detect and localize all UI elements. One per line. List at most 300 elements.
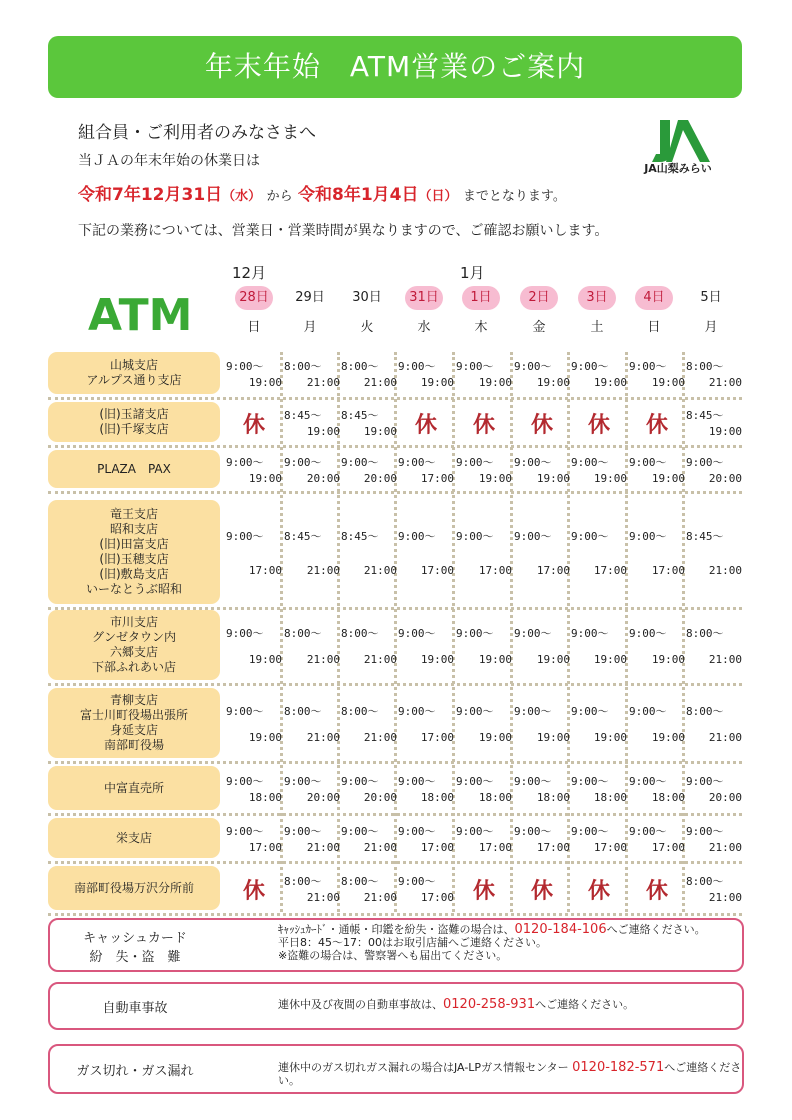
hours-cell (341, 823, 397, 854)
open-time: 9:00～ (456, 825, 494, 838)
close-time: 19:00 (651, 731, 685, 744)
note-text (278, 923, 706, 962)
day-column-header (687, 286, 735, 335)
note-line-text: 平日8：45～17：00はお取引店舗へご連絡ください。 (278, 936, 547, 949)
hours-cell (686, 703, 742, 744)
branch-label (48, 688, 220, 758)
hours-cell (456, 703, 512, 744)
day-number: 29日 (295, 290, 325, 305)
branch-name: 栄支店 (115, 830, 152, 845)
closed-mark: 休 (530, 879, 553, 904)
open-time: 9:00～ (456, 705, 494, 718)
branch-name: (旧)玉諸支店 (99, 407, 169, 421)
closed-mark: 休 (414, 413, 437, 438)
hours-cell (514, 358, 570, 389)
close-time: 19:00 (536, 472, 570, 485)
close-time: 19:00 (536, 376, 570, 389)
branch-name: (旧)千塚支店 (99, 422, 169, 436)
open-time: 9:00～ (398, 627, 436, 640)
branch-name: 南部町役場万沢分所前 (73, 880, 194, 895)
note-line-suffix: へご連絡ください。 (535, 998, 635, 1011)
hours-cell (686, 454, 742, 485)
closed-mark: 休 (472, 879, 495, 904)
hours-cell (284, 407, 340, 438)
open-time: 8:00～ (686, 360, 724, 373)
open-time: 8:45～ (284, 530, 322, 543)
close-time: 19:00 (593, 472, 627, 485)
branch-name: 六郷支店 (109, 645, 158, 659)
close-time: 19:00 (248, 376, 282, 389)
hours-cell (686, 873, 742, 904)
hours-cell (571, 703, 627, 744)
row-divider (48, 445, 742, 448)
phone-number: 0120-258-931 (443, 997, 536, 1012)
close-time: 17:00 (593, 841, 627, 854)
hours-cell (686, 358, 742, 389)
close-time: 18:00 (478, 791, 512, 804)
hours-cell (398, 823, 454, 854)
close-time: 21:00 (306, 891, 340, 904)
hours-cell (571, 358, 627, 389)
hours-cell (629, 703, 685, 744)
open-time: 9:00～ (226, 705, 264, 718)
hours-cell (341, 528, 397, 577)
close-time: 21:00 (306, 376, 340, 389)
open-time: 9:00～ (341, 775, 379, 788)
open-time: 9:00～ (571, 627, 609, 640)
close-time: 19:00 (420, 653, 454, 666)
branch-name: (旧)玉穂支店 (99, 552, 169, 566)
open-time: 9:00～ (456, 775, 494, 788)
day-column-header (230, 286, 278, 335)
hours-cell (398, 625, 454, 666)
hours-cell (341, 358, 397, 389)
hours-cell (398, 873, 454, 904)
branch-name: 市川支店 (109, 615, 158, 629)
holiday-end-dow: （日） (418, 189, 458, 204)
hours-cell (629, 358, 685, 389)
close-time: 19:00 (593, 376, 627, 389)
closed-mark: 休 (645, 413, 668, 438)
note-label (50, 997, 220, 1016)
day-column-header (630, 286, 678, 335)
close-time: 19:00 (248, 472, 282, 485)
open-time: 8:45～ (686, 409, 724, 422)
day-number: 3日 (578, 286, 616, 310)
close-time: 19:00 (420, 376, 454, 389)
hours-cell (226, 625, 282, 666)
weekday-label: 土 (590, 320, 604, 335)
branch-label (48, 500, 220, 604)
hours-cell (629, 528, 685, 577)
ja-logo-text: JA山梨みらい (644, 162, 712, 175)
open-time: 9:00～ (226, 825, 264, 838)
row-divider (48, 861, 742, 864)
hours-cell (341, 407, 397, 438)
open-time: 9:00～ (629, 627, 667, 640)
note-label (50, 927, 220, 965)
row-divider (48, 813, 742, 816)
hours-cell (284, 703, 340, 744)
close-time: 20:00 (306, 791, 340, 804)
open-time: 9:00～ (686, 775, 724, 788)
hours-cell (686, 407, 742, 438)
close-time: 21:00 (708, 891, 742, 904)
note-line (278, 998, 634, 1011)
hours-cell (226, 773, 282, 804)
closed-mark: 休 (530, 413, 553, 438)
open-time: 9:00～ (284, 456, 322, 469)
hours-cell (456, 528, 512, 577)
open-time: 9:00～ (456, 360, 494, 373)
hours-cell (456, 454, 512, 485)
close-time: 18:00 (593, 791, 627, 804)
branch-label (48, 450, 220, 488)
day-column-header (343, 286, 391, 335)
day-number: 5日 (700, 290, 722, 305)
hours-cell (629, 773, 685, 804)
close-time: 20:00 (306, 472, 340, 485)
open-time: 9:00～ (571, 360, 609, 373)
open-time: 9:00～ (571, 825, 609, 838)
weekday-label: 火 (360, 320, 374, 335)
open-time: 8:00～ (341, 705, 379, 718)
day-number: 28日 (235, 286, 273, 310)
hours-cell (686, 528, 742, 577)
close-time: 21:00 (306, 731, 340, 744)
hours-cell (226, 454, 282, 485)
closed-mark: 休 (587, 879, 610, 904)
hours-cell (398, 773, 454, 804)
close-time: 19:00 (248, 731, 282, 744)
branch-name: PLAZA PAX (97, 461, 171, 476)
hours-cell (629, 823, 685, 854)
close-time: 21:00 (306, 841, 340, 854)
close-time: 21:00 (708, 376, 742, 389)
note-line (278, 936, 706, 949)
closed-mark: 休 (242, 879, 265, 904)
branch-name: (旧)敷島支店 (99, 567, 169, 581)
open-time: 9:00～ (398, 530, 436, 543)
hours-cell (686, 773, 742, 804)
open-time: 9:00～ (571, 530, 609, 543)
open-time: 8:00～ (686, 875, 724, 888)
phone-number: 0120-182-571 (572, 1060, 665, 1075)
month-december: 12月 (232, 264, 267, 282)
hours-cell (341, 873, 397, 904)
open-time: 8:45～ (284, 409, 322, 422)
hours-cell (284, 625, 340, 666)
open-time: 9:00～ (398, 775, 436, 788)
branch-name: グンゼタウン内 (91, 630, 176, 644)
hours-cell (514, 773, 570, 804)
hours-cell (284, 358, 340, 389)
hours-cell (284, 823, 340, 854)
branch-name: 竜王支店 (109, 507, 158, 521)
close-time: 21:00 (363, 891, 397, 904)
close-time: 19:00 (478, 472, 512, 485)
open-time: 9:00～ (226, 456, 264, 469)
closed-mark: 休 (587, 413, 610, 438)
day-column-header (400, 286, 448, 335)
open-time: 8:00～ (284, 360, 322, 373)
open-time: 9:00～ (398, 705, 436, 718)
atm-section-label: ATM (88, 290, 193, 341)
hours-cell (456, 823, 512, 854)
close-time: 21:00 (363, 841, 397, 854)
close-time: 21:00 (708, 841, 742, 854)
note-label-line: キャッシュカード (83, 931, 187, 946)
day-column-header (457, 286, 505, 335)
open-time: 9:00～ (629, 825, 667, 838)
day-column-header (286, 286, 334, 335)
greeting-text: 組合員・ご利用者のみなさまへ (78, 123, 316, 143)
open-time: 9:00～ (514, 825, 552, 838)
close-time: 20:00 (363, 791, 397, 804)
hours-cell (629, 625, 685, 666)
day-number: 1日 (462, 286, 500, 310)
close-time: 17:00 (536, 564, 570, 577)
note-line (278, 949, 706, 962)
note-label (50, 1060, 220, 1079)
open-time: 9:00～ (629, 456, 667, 469)
weekday-label: 金 (532, 320, 546, 335)
contact-note-box (48, 918, 744, 972)
weekday-label: 月 (704, 320, 718, 335)
open-time: 9:00～ (571, 775, 609, 788)
close-time: 19:00 (536, 731, 570, 744)
open-time: 8:00～ (341, 875, 379, 888)
note-line-suffix: へご連絡ください。 (278, 1061, 742, 1087)
close-time: 17:00 (478, 841, 512, 854)
open-time: 9:00～ (514, 530, 552, 543)
close-time: 17:00 (420, 891, 454, 904)
day-column-header (515, 286, 563, 335)
open-time: 9:00～ (226, 530, 264, 543)
close-time: 17:00 (593, 564, 627, 577)
close-time: 17:00 (478, 564, 512, 577)
branch-name: 青柳支店 (109, 693, 158, 707)
hours-cell (341, 703, 397, 744)
note-label-line: ガス切れ・ガス漏れ (76, 1064, 194, 1079)
notice-text: 下記の業務については、営業日・営業時間が異なりますので、ご確認お願いします。 (78, 223, 609, 239)
hours-cell (398, 528, 454, 577)
hours-cell (629, 454, 685, 485)
close-time: 19:00 (651, 376, 685, 389)
branch-name: 富士川町役場出張所 (79, 708, 188, 722)
open-time: 9:00～ (398, 875, 436, 888)
hours-cell (284, 528, 340, 577)
open-time: 8:00～ (341, 627, 379, 640)
open-time: 8:00～ (686, 705, 724, 718)
hours-cell (571, 625, 627, 666)
open-time: 9:00～ (514, 705, 552, 718)
hours-cell (514, 528, 570, 577)
close-time: 21:00 (708, 564, 742, 577)
phone-number: 0120-184-106 (514, 922, 607, 937)
hours-cell (284, 773, 340, 804)
holiday-connector: から (266, 189, 293, 204)
day-number: 31日 (405, 286, 443, 310)
note-label-line: 自動車事故 (102, 1001, 168, 1016)
open-time: 9:00～ (398, 360, 436, 373)
close-time: 21:00 (363, 653, 397, 666)
hours-cell (686, 823, 742, 854)
open-time: 9:00～ (629, 360, 667, 373)
close-time: 17:00 (248, 564, 282, 577)
open-time: 8:00～ (284, 627, 322, 640)
hours-cell (571, 823, 627, 854)
note-line-text: ｷｬｯｼｭｶｰﾄﾞ・通帳・印鑑を紛失・盗難の場合は、 (278, 923, 515, 936)
note-text (278, 1061, 742, 1087)
branch-name: 昭和支店 (109, 522, 158, 536)
contact-note-box (48, 1044, 744, 1094)
open-time: 9:00～ (341, 825, 379, 838)
open-time: 9:00～ (456, 530, 494, 543)
close-time: 19:00 (363, 425, 397, 438)
closed-mark: 休 (645, 879, 668, 904)
open-time: 9:00～ (686, 825, 724, 838)
hours-cell (398, 454, 454, 485)
branch-label (48, 866, 220, 910)
open-time: 9:00～ (514, 627, 552, 640)
hours-cell (571, 528, 627, 577)
open-time: 9:00～ (226, 775, 264, 788)
open-time: 9:00～ (398, 456, 436, 469)
row-divider (48, 397, 742, 400)
close-time: 18:00 (420, 791, 454, 804)
row-divider (48, 761, 742, 764)
branch-label (48, 610, 220, 680)
weekday-label: 木 (474, 320, 488, 335)
close-time: 17:00 (420, 841, 454, 854)
branch-name: 山城支店 (109, 358, 158, 372)
close-time: 20:00 (708, 791, 742, 804)
open-time: 9:00～ (629, 705, 667, 718)
open-time: 8:00～ (686, 627, 724, 640)
page-title: 年末年始 ATM営業のご案内 (48, 36, 742, 98)
hours-cell (514, 454, 570, 485)
weekday-label: 月 (303, 320, 317, 335)
close-time: 17:00 (651, 841, 685, 854)
holiday-end: 令和8年1月4日 (298, 185, 419, 205)
close-time: 19:00 (593, 653, 627, 666)
close-time: 19:00 (651, 472, 685, 485)
hours-cell (514, 625, 570, 666)
note-line (278, 923, 706, 936)
weekday-label: 日 (247, 320, 261, 335)
branch-name: アルプス通り支店 (86, 373, 182, 387)
note-line-text: ※盗難の場合は、警察署へも届出てください。 (278, 949, 508, 962)
open-time: 9:00～ (686, 456, 724, 469)
close-time: 19:00 (478, 731, 512, 744)
open-time: 8:45～ (341, 530, 379, 543)
branch-name: (旧)田富支店 (99, 537, 169, 551)
intro-text: 当ＪＡの年末年始の休業日は (78, 153, 260, 169)
hours-cell (341, 454, 397, 485)
closed-mark: 休 (472, 413, 495, 438)
open-time: 9:00～ (629, 775, 667, 788)
month-january: 1月 (460, 264, 485, 282)
close-time: 18:00 (248, 791, 282, 804)
branch-name: いーなとうぶ昭和 (85, 582, 182, 596)
open-time: 9:00～ (284, 775, 322, 788)
note-line-suffix: へご連絡ください。 (606, 923, 706, 936)
close-time: 17:00 (651, 564, 685, 577)
hours-cell (456, 625, 512, 666)
close-time: 19:00 (593, 731, 627, 744)
hours-cell (398, 358, 454, 389)
open-time: 9:00～ (571, 456, 609, 469)
contact-note-box (48, 982, 744, 1030)
hours-cell (226, 703, 282, 744)
hours-cell (456, 358, 512, 389)
hours-cell (571, 773, 627, 804)
close-time: 17:00 (420, 472, 454, 485)
branch-label (48, 766, 220, 810)
open-time: 9:00～ (456, 456, 494, 469)
close-time: 19:00 (306, 425, 340, 438)
open-time: 8:00～ (341, 360, 379, 373)
close-time: 17:00 (420, 731, 454, 744)
row-divider (48, 491, 742, 494)
branch-name: 南部町役場 (103, 738, 164, 752)
close-time: 19:00 (536, 653, 570, 666)
close-time: 18:00 (651, 791, 685, 804)
hours-cell (686, 625, 742, 666)
holiday-start-dow: （水） (222, 189, 262, 204)
open-time: 9:00～ (398, 825, 436, 838)
open-time: 8:45～ (686, 530, 724, 543)
note-text (278, 998, 634, 1011)
close-time: 17:00 (536, 841, 570, 854)
close-time: 21:00 (363, 376, 397, 389)
close-time: 21:00 (363, 731, 397, 744)
note-line-text: 連休中及び夜間の自動車事故は、 (278, 998, 443, 1011)
open-time: 9:00～ (629, 530, 667, 543)
close-time: 17:00 (248, 841, 282, 854)
close-time: 19:00 (248, 653, 282, 666)
close-time: 21:00 (306, 653, 340, 666)
weekday-label: 日 (647, 320, 661, 335)
hours-cell (571, 454, 627, 485)
hours-cell (456, 773, 512, 804)
close-time: 19:00 (478, 653, 512, 666)
close-time: 21:00 (306, 564, 340, 577)
day-column-header (573, 286, 621, 335)
close-time: 20:00 (708, 472, 742, 485)
open-time: 9:00～ (514, 360, 552, 373)
close-time: 19:00 (708, 425, 742, 438)
close-time: 19:00 (478, 376, 512, 389)
hours-cell (226, 528, 282, 577)
open-time: 9:00～ (514, 456, 552, 469)
hours-cell (514, 703, 570, 744)
open-time: 8:45～ (341, 409, 379, 422)
hours-cell (226, 823, 282, 854)
close-time: 21:00 (708, 731, 742, 744)
holiday-period (78, 180, 566, 205)
branch-label (48, 402, 220, 442)
holiday-suffix: までとなります。 (462, 189, 566, 204)
branch-name: 身延支店 (109, 723, 158, 737)
branch-name: 下部ふれあい店 (91, 660, 176, 674)
open-time: 8:00～ (284, 705, 322, 718)
note-line (278, 1061, 742, 1087)
open-time: 9:00～ (514, 775, 552, 788)
close-time: 19:00 (651, 653, 685, 666)
closed-mark: 休 (242, 413, 265, 438)
